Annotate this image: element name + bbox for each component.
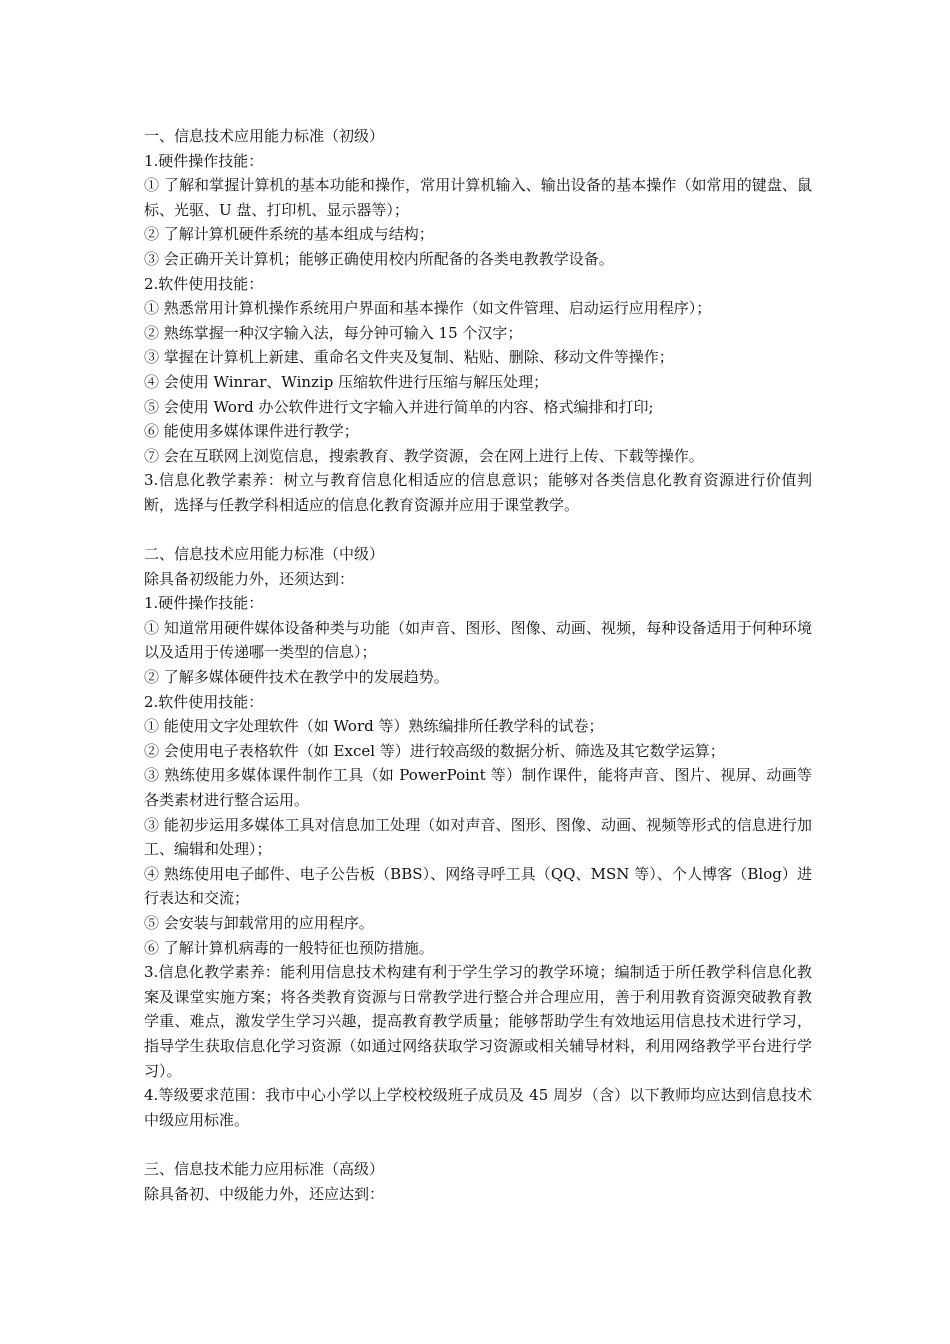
paragraph: 4.等级要求范围：我市中心小学以上学校校级班子成员及 45 周岁（含）以下教师均应达到信息技术中级应用标准。 bbox=[144, 1086, 812, 1129]
list-item: ① 熟悉常用计算机操作系统用户界面和基本操作（如文件管理、启动运行应用程序）； bbox=[144, 299, 712, 318]
section-gap bbox=[144, 518, 812, 543]
subheading: 2.软件使用技能： bbox=[144, 274, 264, 293]
list-item: ④ 会使用 Winrar、Winzip 压缩软件进行压缩与解压处理； bbox=[144, 372, 549, 391]
list-item: ③ 能初步运用多媒体工具对信息加工处理（如对声音、图形、图像、动画、视频等形式的信息进行加工、编辑和处理）； bbox=[144, 815, 812, 859]
subheading: 1.硬件操作技能： bbox=[144, 594, 264, 613]
document-body bbox=[144, 124, 812, 1206]
section-gap bbox=[144, 1132, 812, 1157]
paragraph: 除具备初、中级能力外，还应达到： bbox=[144, 1184, 385, 1203]
list-item: ③ 会正确开关计算机；能够正确使用校内所配备的各类电教教学设备。 bbox=[144, 249, 614, 268]
list-item: ⑥ 了解计算机病毒的一般特征也预防措施。 bbox=[144, 938, 434, 957]
list-item: ① 知道常用硬件媒体设备种类与功能（如声音、图形、图像、动画、视频，每种设备适用于何种环境以及适用于传递哪一类型的信息）； bbox=[144, 618, 812, 662]
list-item: ② 了解多媒体硬件技术在教学中的发展趋势。 bbox=[144, 668, 449, 687]
section-heading: 二、信息技术应用能力标准（中级） bbox=[144, 545, 385, 564]
section-heading: 三、信息技术能力应用标准（高级） bbox=[144, 1159, 385, 1178]
subheading: 1.硬件操作技能： bbox=[144, 151, 264, 170]
section-heading: 一、信息技术应用能力标准（初级） bbox=[144, 127, 385, 145]
list-item: ⑤ 会使用 Word 办公软件进行文字输入并进行简单的内容、格式编排和打印; bbox=[144, 397, 654, 416]
list-item: ① 能使用文字处理软件（如 Word 等）熟练编排所任教学科的试卷； bbox=[144, 717, 604, 736]
subheading: 2.软件使用技能： bbox=[144, 692, 264, 711]
list-item: ③ 熟练使用多媒体课件制作工具（如 PowerPoint 等）制作课件，能将声音、图片、视屏、动画等各类素材进行整合运用。 bbox=[144, 766, 812, 810]
list-item: ③ 掌握在计算机上新建、重命名文件夹及复制、粘贴、删除、移动文件等操作； bbox=[144, 348, 674, 367]
paragraph: 除具备初级能力外，还须达到： bbox=[144, 569, 355, 588]
list-item: ⑤ 会安装与卸载常用的应用程序。 bbox=[144, 914, 374, 932]
list-item: ① 了解和掌握计算机的基本功能和操作，常用计算机输入、输出设备的基本操作（如常用的键盘、鼠标、光驱、U 盘、打印机、显示器等）； bbox=[144, 176, 812, 219]
list-item: ② 了解计算机硬件系统的基本组成与结构； bbox=[144, 225, 434, 244]
list-item: ⑥ 能使用多媒体课件进行教学； bbox=[144, 422, 359, 441]
list-item: ② 熟练掌握一种汉字输入法，每分钟可输入 15 个汉字； bbox=[144, 323, 523, 342]
paragraph: 3.信息化教学素养：能利用信息技术构建有利于学生学习的教学环境；编制适于所任教学科信息化教案及课堂实施方案；将各类教育资源与日常教学进行整合并合理应用，善于利用教育资源突破教育教学重、难点，激发学生学习兴趣，提高教育教学质量；能够帮助学生有效地运用信息技术进行学习，指导学生获取信息化学习资源（如通过网络获取学习资源或相关辅导材料，利用网络教学平台进行学习）。 bbox=[144, 963, 812, 1080]
list-item: ⑦ 会在互联网上浏览信息，搜索教育、教学资源，会在网上进行上传、下载等操作。 bbox=[144, 446, 704, 465]
list-item: ② 会使用电子表格软件（如 Excel 等）进行较高级的数据分析、筛选及其它数学运算； bbox=[144, 741, 725, 760]
list-item: ④ 熟练使用电子邮件、电子公告板（BBS）、网络寻呼工具（QQ、MSN 等）、个人博客（Blog）进行表达和交流； bbox=[144, 864, 812, 908]
paragraph: 3.信息化教学素养：树立与教育信息化相适应的信息意识；能够对各类信息化教育资源进行价值判断，选择与任教学科相适应的信息化教育资源并应用于课堂教学。 bbox=[144, 471, 812, 514]
